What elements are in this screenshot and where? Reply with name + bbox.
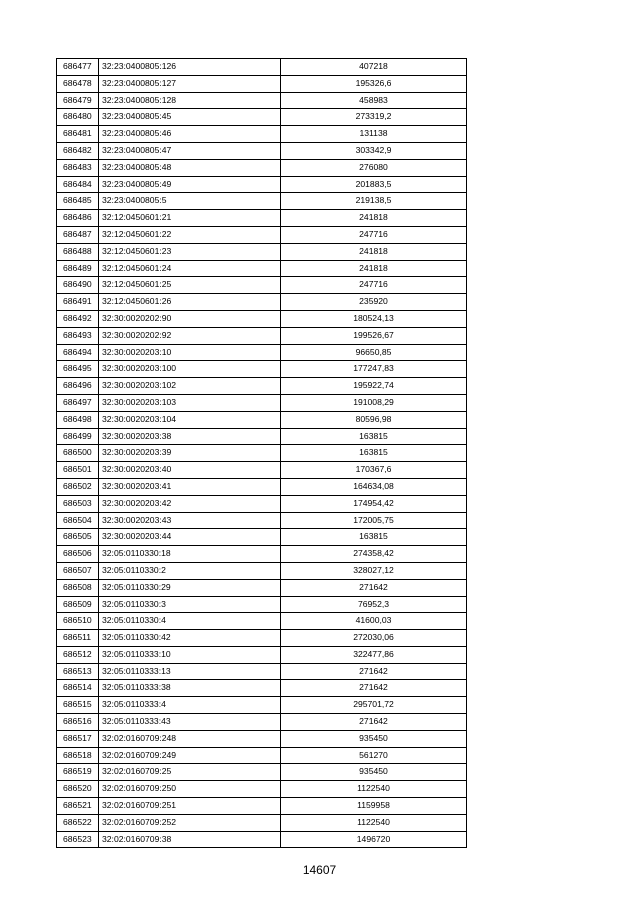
row-number-cell: 686513 xyxy=(57,663,99,680)
value-cell: 271642 xyxy=(281,714,467,731)
table-row xyxy=(57,411,467,428)
page-number: 14607 xyxy=(302,863,337,877)
value-cell: 247716 xyxy=(281,226,467,243)
value-cell: 172005,75 xyxy=(281,512,467,529)
row-number-cell: 686493 xyxy=(57,327,99,344)
value-cell: 328027,12 xyxy=(281,562,467,579)
value-cell: 174954,42 xyxy=(281,495,467,512)
value-cell: 241818 xyxy=(281,210,467,227)
table-row xyxy=(57,546,467,563)
row-number-cell: 686515 xyxy=(57,697,99,714)
table-row xyxy=(57,394,467,411)
table-row xyxy=(57,579,467,596)
value-cell: 407218 xyxy=(281,59,467,76)
table-row xyxy=(57,210,467,227)
table-row xyxy=(57,462,467,479)
cadastral-number-cell: 32:02:0160709:38 xyxy=(99,831,281,848)
cadastral-number-cell: 32:12:0450601:21 xyxy=(99,210,281,227)
cadastral-number-cell: 32:02:0160709:249 xyxy=(99,747,281,764)
cadastral-number-cell: 32:30:0020203:41 xyxy=(99,478,281,495)
table-row xyxy=(57,277,467,294)
value-cell: 295701,72 xyxy=(281,697,467,714)
table-row xyxy=(57,75,467,92)
table-row xyxy=(57,294,467,311)
row-number-cell: 686489 xyxy=(57,260,99,277)
table-row xyxy=(57,445,467,462)
row-number-cell: 686488 xyxy=(57,243,99,260)
table-row xyxy=(57,663,467,680)
row-number-cell: 686501 xyxy=(57,462,99,479)
cadastral-number-cell: 32:05:0110330:3 xyxy=(99,596,281,613)
cadastral-number-cell: 32:12:0450601:25 xyxy=(99,277,281,294)
row-number-cell: 686506 xyxy=(57,546,99,563)
table-row xyxy=(57,495,467,512)
cadastral-number-cell: 32:05:0110330:4 xyxy=(99,613,281,630)
row-number-cell: 686521 xyxy=(57,798,99,815)
cadastral-number-cell: 32:02:0160709:252 xyxy=(99,814,281,831)
cadastral-number-cell: 32:30:0020203:42 xyxy=(99,495,281,512)
value-cell: 1159958 xyxy=(281,798,467,815)
value-cell: 247716 xyxy=(281,277,467,294)
value-cell: 322477,86 xyxy=(281,646,467,663)
value-cell: 303342,9 xyxy=(281,142,467,159)
table-row xyxy=(57,176,467,193)
table-row xyxy=(57,159,467,176)
table-row xyxy=(57,747,467,764)
row-number-cell: 686495 xyxy=(57,361,99,378)
value-cell: 177247,83 xyxy=(281,361,467,378)
cadastral-number-cell: 32:30:0020203:43 xyxy=(99,512,281,529)
table-row xyxy=(57,361,467,378)
cadastral-number-cell: 32:30:0020203:44 xyxy=(99,529,281,546)
value-cell: 201883,5 xyxy=(281,176,467,193)
value-cell: 271642 xyxy=(281,663,467,680)
value-cell: 219138,5 xyxy=(281,193,467,210)
row-number-cell: 686499 xyxy=(57,428,99,445)
table-row xyxy=(57,260,467,277)
row-number-cell: 686519 xyxy=(57,764,99,781)
cadastral-number-cell: 32:30:0020203:102 xyxy=(99,378,281,395)
value-cell: 274358,42 xyxy=(281,546,467,563)
row-number-cell: 686492 xyxy=(57,310,99,327)
cadastral-number-cell: 32:12:0450601:23 xyxy=(99,243,281,260)
cadastral-number-cell: 32:23:0400805:46 xyxy=(99,126,281,143)
row-number-cell: 686508 xyxy=(57,579,99,596)
row-number-cell: 686500 xyxy=(57,445,99,462)
cadastral-number-cell: 32:12:0450601:26 xyxy=(99,294,281,311)
table-row xyxy=(57,344,467,361)
row-number-cell: 686483 xyxy=(57,159,99,176)
table-row xyxy=(57,327,467,344)
table-row xyxy=(57,529,467,546)
cadastral-number-cell: 32:30:0020203:39 xyxy=(99,445,281,462)
table-row xyxy=(57,596,467,613)
row-number-cell: 686517 xyxy=(57,730,99,747)
cadastral-number-cell: 32:30:0020203:40 xyxy=(99,462,281,479)
table-row xyxy=(57,680,467,697)
cadastral-number-cell: 32:02:0160709:250 xyxy=(99,781,281,798)
row-number-cell: 686511 xyxy=(57,630,99,647)
table-row xyxy=(57,714,467,731)
row-number-cell: 686491 xyxy=(57,294,99,311)
table-row xyxy=(57,630,467,647)
cadastral-number-cell: 32:23:0400805:126 xyxy=(99,59,281,76)
value-cell: 1122540 xyxy=(281,781,467,798)
table-row xyxy=(57,730,467,747)
row-number-cell: 686479 xyxy=(57,92,99,109)
cadastral-number-cell: 32:23:0400805:47 xyxy=(99,142,281,159)
cadastral-number-cell: 32:30:0020202:90 xyxy=(99,310,281,327)
cadastral-number-cell: 32:02:0160709:248 xyxy=(99,730,281,747)
row-number-cell: 686484 xyxy=(57,176,99,193)
row-number-cell: 686505 xyxy=(57,529,99,546)
value-cell: 131138 xyxy=(281,126,467,143)
row-number-cell: 686512 xyxy=(57,646,99,663)
cadastral-number-cell: 32:05:0110330:2 xyxy=(99,562,281,579)
value-cell: 935450 xyxy=(281,730,467,747)
row-number-cell: 686486 xyxy=(57,210,99,227)
row-number-cell: 686496 xyxy=(57,378,99,395)
row-number-cell: 686497 xyxy=(57,394,99,411)
table-row xyxy=(57,646,467,663)
table-row xyxy=(57,378,467,395)
value-cell: 199526,67 xyxy=(281,327,467,344)
table-body xyxy=(57,59,467,848)
row-number-cell: 686498 xyxy=(57,411,99,428)
table-row xyxy=(57,92,467,109)
value-cell: 276080 xyxy=(281,159,467,176)
cadastral-number-cell: 32:05:0110330:42 xyxy=(99,630,281,647)
value-cell: 458983 xyxy=(281,92,467,109)
row-number-cell: 686477 xyxy=(57,59,99,76)
row-number-cell: 686504 xyxy=(57,512,99,529)
row-number-cell: 686482 xyxy=(57,142,99,159)
cadastral-number-cell: 32:05:0110333:13 xyxy=(99,663,281,680)
value-cell: 96650,85 xyxy=(281,344,467,361)
cadastral-number-cell: 32:30:0020203:10 xyxy=(99,344,281,361)
cadastral-number-cell: 32:23:0400805:48 xyxy=(99,159,281,176)
cadastral-number-cell: 32:30:0020203:104 xyxy=(99,411,281,428)
cadastral-number-cell: 32:05:0110330:29 xyxy=(99,579,281,596)
table-row xyxy=(57,226,467,243)
table-row xyxy=(57,512,467,529)
table-row xyxy=(57,798,467,815)
cadastral-number-cell: 32:12:0450601:22 xyxy=(99,226,281,243)
row-number-cell: 686503 xyxy=(57,495,99,512)
row-number-cell: 686481 xyxy=(57,126,99,143)
value-cell: 273319,2 xyxy=(281,109,467,126)
row-number-cell: 686480 xyxy=(57,109,99,126)
value-cell: 164634,08 xyxy=(281,478,467,495)
table-row xyxy=(57,109,467,126)
row-number-cell: 686485 xyxy=(57,193,99,210)
cadastral-number-cell: 32:30:0020203:38 xyxy=(99,428,281,445)
table-row xyxy=(57,59,467,76)
row-number-cell: 686507 xyxy=(57,562,99,579)
cadastral-number-cell: 32:05:0110333:38 xyxy=(99,680,281,697)
value-cell: 80596,98 xyxy=(281,411,467,428)
table-row xyxy=(57,310,467,327)
row-number-cell: 686510 xyxy=(57,613,99,630)
table-row xyxy=(57,831,467,848)
row-number-cell: 686509 xyxy=(57,596,99,613)
cadastral-number-cell: 32:30:0020202:92 xyxy=(99,327,281,344)
value-cell: 76952,3 xyxy=(281,596,467,613)
value-cell: 163815 xyxy=(281,445,467,462)
row-number-cell: 686502 xyxy=(57,478,99,495)
value-cell: 163815 xyxy=(281,529,467,546)
table-row xyxy=(57,562,467,579)
value-cell: 163815 xyxy=(281,428,467,445)
value-cell: 241818 xyxy=(281,260,467,277)
row-number-cell: 686522 xyxy=(57,814,99,831)
row-number-cell: 686494 xyxy=(57,344,99,361)
table-row xyxy=(57,764,467,781)
value-cell: 191008,29 xyxy=(281,394,467,411)
table-row xyxy=(57,697,467,714)
table-row xyxy=(57,428,467,445)
cadastral-number-cell: 32:23:0400805:45 xyxy=(99,109,281,126)
table-row xyxy=(57,478,467,495)
row-number-cell: 686490 xyxy=(57,277,99,294)
cadastral-number-cell: 32:12:0450601:24 xyxy=(99,260,281,277)
cadastral-number-cell: 32:02:0160709:25 xyxy=(99,764,281,781)
value-cell: 561270 xyxy=(281,747,467,764)
cadastral-number-cell: 32:02:0160709:251 xyxy=(99,798,281,815)
row-number-cell: 686478 xyxy=(57,75,99,92)
value-cell: 170367,6 xyxy=(281,462,467,479)
table-row xyxy=(57,814,467,831)
value-cell: 195922,74 xyxy=(281,378,467,395)
table-row xyxy=(57,613,467,630)
cadastral-number-cell: 32:05:0110333:10 xyxy=(99,646,281,663)
value-cell: 41600,03 xyxy=(281,613,467,630)
row-number-cell: 686487 xyxy=(57,226,99,243)
data-table xyxy=(56,58,467,848)
value-cell: 1496720 xyxy=(281,831,467,848)
cadastral-number-cell: 32:05:0110333:43 xyxy=(99,714,281,731)
cadastral-number-cell: 32:23:0400805:127 xyxy=(99,75,281,92)
value-cell: 272030,06 xyxy=(281,630,467,647)
value-cell: 180524,13 xyxy=(281,310,467,327)
value-cell: 195326,6 xyxy=(281,75,467,92)
value-cell: 1122540 xyxy=(281,814,467,831)
row-number-cell: 686514 xyxy=(57,680,99,697)
cadastral-number-cell: 32:23:0400805:49 xyxy=(99,176,281,193)
value-cell: 241818 xyxy=(281,243,467,260)
row-number-cell: 686516 xyxy=(57,714,99,731)
row-number-cell: 686520 xyxy=(57,781,99,798)
table-row xyxy=(57,142,467,159)
row-number-cell: 686523 xyxy=(57,831,99,848)
value-cell: 935450 xyxy=(281,764,467,781)
cadastral-number-cell: 32:23:0400805:5 xyxy=(99,193,281,210)
cadastral-number-cell: 32:30:0020203:103 xyxy=(99,394,281,411)
cadastral-number-cell: 32:30:0020203:100 xyxy=(99,361,281,378)
row-number-cell: 686518 xyxy=(57,747,99,764)
table-row xyxy=(57,243,467,260)
table-row xyxy=(57,126,467,143)
table-row xyxy=(57,781,467,798)
cadastral-number-cell: 32:05:0110333:4 xyxy=(99,697,281,714)
cadastral-number-cell: 32:23:0400805:128 xyxy=(99,92,281,109)
value-cell: 271642 xyxy=(281,579,467,596)
value-cell: 271642 xyxy=(281,680,467,697)
table-row xyxy=(57,193,467,210)
cadastral-number-cell: 32:05:0110330:18 xyxy=(99,546,281,563)
value-cell: 235920 xyxy=(281,294,467,311)
